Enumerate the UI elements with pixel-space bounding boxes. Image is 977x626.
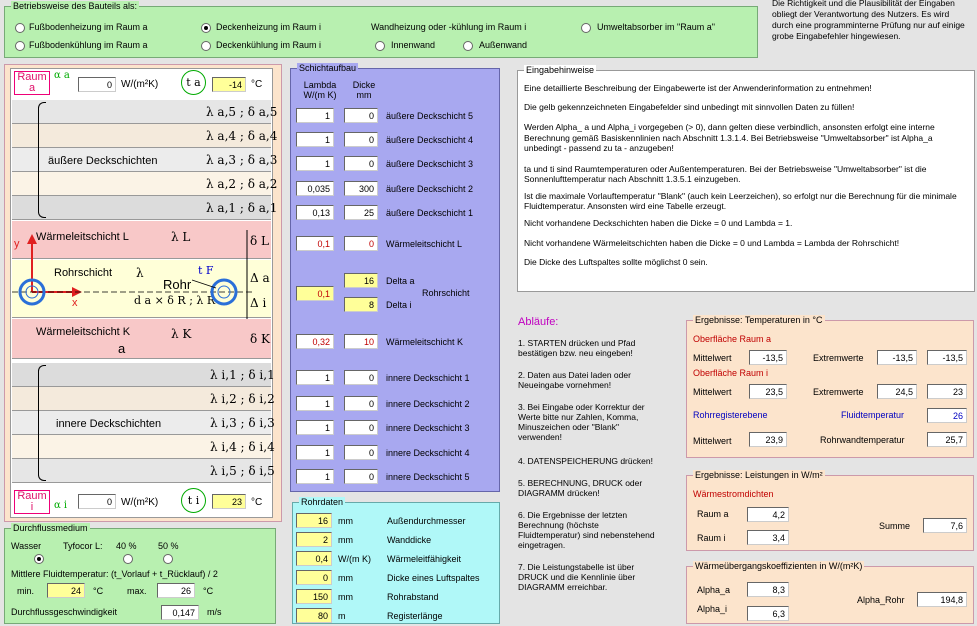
schicht-name-label: äußere Deckschicht 4 — [386, 135, 474, 145]
eingabehinweise-title: Eingabehinweise — [526, 65, 595, 75]
hinweis-8: Die Dicke des Luftspaltes sollte möglichst 0 sein. — [524, 256, 708, 267]
hinweise-text — [524, 83, 970, 267]
raum-i-box: Raum i — [14, 490, 50, 514]
rr-mittelwert-label: Mittelwert — [693, 436, 732, 446]
rohr-name-label: Registerlänge — [387, 611, 443, 621]
schicht-dicke-input[interactable]: 0 — [344, 156, 378, 171]
hinweis-4: ta und ti sind Raumtemperaturen oder Außentemperaturen. Bei der Betriebsweise "Umweltabsorber" ist die Sonnenlufttemperatur nach Abschnitt 1.3.5.1 einzugeben. — [524, 163, 927, 184]
rohr-unit-label: W/(m K) — [338, 554, 371, 564]
rohr-label: Rohr — [163, 277, 192, 292]
hinweis-1: Eine detaillierte Beschreibung der Eingabewerte ist der Anwenderinformation zu entnehmen! — [524, 83, 872, 93]
waermeleitschicht-K — [12, 319, 271, 359]
ablauf-step-4: 4. DATENSPEICHERUNG drücken! — [518, 456, 653, 466]
tyfocor-label: Tyfocor L: — [63, 541, 103, 551]
t-i-unit: °C — [251, 497, 263, 508]
hinweis-3: Werden Alpha_ a und Alpha_i vorgegeben (> 0), dann gelten diese verbindlich, ansonsten erfolgt eine interne Berechnung gemäß Basiskennlinien nach Abschnitt 1.3.1.4. Bei Betriebsweise "Umweltabsorber" ist Alpha_a unbedingt - passend zu ta - anzugeben! — [524, 122, 935, 153]
label-fussbodenheizung: Fußbodenheizung im Raum a — [29, 22, 148, 32]
radio-tyfocor-40[interactable] — [123, 554, 133, 564]
ablauf-step-7: 7. Die Leistungstabelle ist über DRUCK und die Kennlinie über DIAGRAMM erreichbar. — [518, 562, 636, 592]
alpha-a-result-label: Alpha_a — [697, 585, 731, 595]
lambda-K: λ K — [171, 327, 192, 341]
ablauf-step-2: 2. Daten aus Datei laden oder Neueingabe vornehmen! — [518, 370, 631, 390]
radio-fussbodenkuehlung[interactable] — [15, 41, 25, 51]
eingabehinweise-panel — [517, 65, 975, 292]
i-mittelwert-value: 23,5 — [749, 384, 787, 399]
min-label: min. — [17, 586, 35, 596]
schicht-lambda-input[interactable]: 1 — [296, 132, 334, 147]
alpha-i-result-value: 6,3 — [747, 606, 789, 621]
lambda-rohrschicht: λ — [136, 266, 144, 280]
radio-wasser[interactable] — [34, 554, 44, 564]
label-umweltabsorber: Umweltabsorber im "Raum a" — [597, 22, 715, 32]
inner-label-1: λ i,1 ; δ i,1 — [210, 368, 275, 382]
radio-umweltabsorber[interactable] — [581, 23, 591, 33]
oberflaeche-a-label: Oberfläche Raum a — [693, 334, 772, 344]
temperaturen-panel — [686, 315, 974, 458]
alpha-a-result-value: 8,3 — [747, 582, 789, 597]
max-unit: °C — [203, 586, 214, 596]
leistung-raum-i-label: Raum i — [697, 533, 726, 543]
schicht-dicke-input[interactable]: 0 — [344, 396, 378, 411]
a-extrem-2-value: -13,5 — [927, 350, 967, 365]
outer-layers-label: äußere Deckschichten — [48, 155, 158, 167]
rohr-name-label: Außendurchmesser — [387, 516, 466, 526]
wl-L-label: Wärmeleitschicht L — [36, 231, 129, 243]
label-innenwand: Innenwand — [391, 40, 436, 50]
wl-K-label: Wärmeleitschicht K — [36, 326, 131, 338]
a-mittelwert-value: -13,5 — [749, 350, 787, 365]
rohr-name-label: Dicke eines Luftspaltes — [387, 573, 480, 583]
inner-label-3: λ i,3 ; δ i,3 — [210, 416, 275, 430]
hinweis-2: Die gelb gekennzeichneten Eingabefelder sind unbedingt mit sinnvollen Daten zu füllen! — [524, 101, 855, 112]
oberflaeche-i-label: Oberfläche Raum i — [693, 368, 769, 378]
ablauf-step-6: 6. Die Ergebnisse der letzten Berechnung (höchste Fluidtemperatur) sind nebenstehend eingetragen. — [518, 510, 655, 550]
outer-label-4: λ a,4 ; δ a,4 — [206, 129, 278, 143]
schicht-name-label: innere Deckschicht 2 — [386, 399, 470, 409]
rohrschicht-label-right: Rohrschicht — [422, 288, 470, 298]
i-mittelwert-label: Mittelwert — [693, 387, 732, 397]
schicht-name-label: innere Deckschicht 4 — [386, 448, 470, 458]
top-note: Die Richtigkeit und die Plausibilität der Eingaben obliegt der Verantwortung des Nutzers. Es wird durch eine programminterne Prüfung nur auf einige grobe Eingabefehler hingewiesen. — [772, 0, 965, 41]
alpha-i-input[interactable]: 0 — [78, 494, 116, 509]
delta-i-input[interactable]: 8 — [344, 297, 378, 312]
t-a-circle: t a — [181, 70, 206, 95]
rohr-formula: d a × δ R ; λ R — [134, 294, 216, 307]
inner-label-5: λ i,5 ; δ i,5 — [210, 464, 275, 478]
leistungen-panel — [686, 470, 974, 551]
lambda-L: λ L — [171, 230, 191, 244]
rohrschicht-lambda-input[interactable]: 0,1 — [296, 286, 334, 301]
rohr-unit-label: mm — [338, 535, 353, 545]
t-i-input[interactable]: 23 — [212, 494, 246, 509]
durchfluss-title: Durchflussmedium — [13, 523, 88, 533]
t-F-label: t F — [198, 264, 214, 277]
schicht-dicke-input[interactable]: 0 — [344, 445, 378, 460]
rohrregisterebene-label: Rohrregisterebene — [693, 410, 768, 420]
fluidtemperatur-value: 26 — [927, 408, 967, 423]
axis-y-label: y — [14, 238, 20, 250]
delta-i-symbol: Δ i — [250, 296, 267, 310]
ablaeufe-title: Abläufe: — [518, 316, 559, 328]
schicht-lambda-input[interactable]: 1 — [296, 156, 334, 171]
alpha-rohr-label: Alpha_Rohr — [857, 595, 905, 605]
schicht-lambda-input[interactable]: 0,1 — [296, 236, 334, 251]
rohr-unit-label: m — [338, 611, 346, 621]
geschw-label: Durchflussgeschwindigkeit — [11, 607, 118, 617]
schicht-lambda-input[interactable]: 0,32 — [296, 334, 334, 349]
schicht-lambda-input[interactable]: 1 — [296, 445, 334, 460]
rohr-name-label: Wärmeleitfähigkeit — [387, 554, 462, 564]
outer-label-5: λ a,5 ; δ a,5 — [206, 105, 278, 119]
i-extremwerte-label: Extremwerte — [813, 387, 864, 397]
fluid-temp-label: Mittlere Fluidtemperatur: (t_Vorlauf + t_Rücklauf) / 2 — [11, 569, 218, 579]
rohr-unit-label: mm — [338, 573, 353, 583]
alpha-a-unit: W/(m²K) — [121, 79, 159, 90]
schicht-dicke-input[interactable]: 0 — [344, 420, 378, 435]
rohr-name-label: Rohrabstand — [387, 592, 439, 602]
delta-a-symbol: Δ a — [250, 271, 270, 285]
rohr-value-input[interactable]: 0,4 — [296, 551, 332, 566]
durchfluss-panel — [4, 523, 276, 624]
schicht-name-label: äußere Deckschicht 2 — [386, 184, 474, 194]
schicht-lambda-input[interactable]: 1 — [296, 108, 334, 123]
raum-a-box: Raum a — [14, 71, 50, 95]
schicht-name-label: innere Deckschicht 1 — [386, 373, 470, 383]
schicht-dicke-input[interactable]: 0 — [344, 370, 378, 385]
label-deckenheizung: Deckenheizung im Raum i — [216, 22, 322, 32]
schicht-lambda-input[interactable]: 1 — [296, 396, 334, 411]
rohrdaten-title: Rohrdaten — [301, 497, 344, 507]
label-deckenkuehlung: Deckenkühlung im Raum i — [216, 40, 322, 50]
hinweis-6: Nicht vorhandene Deckschichten haben die Dicke = 0 und Lambda = 1. — [524, 217, 793, 228]
schicht-dicke-input[interactable]: 300 — [344, 181, 378, 196]
p40-label: 40 % — [116, 541, 137, 551]
radio-fussbodenheizung[interactable] — [15, 23, 25, 33]
waermeuebergang-title: Wärmeübergangskoeffizienten in W/(m²K) — [695, 561, 863, 571]
schicht-name-label: innere Deckschicht 5 — [386, 472, 470, 482]
alpha-a-input[interactable]: 0 — [78, 77, 116, 92]
rohr-value-input[interactable]: 80 — [296, 608, 332, 623]
delta-a-input[interactable]: 16 — [344, 273, 378, 288]
rr-mittelwert-value: 23,9 — [749, 432, 787, 447]
temperaturen-title: Ergebnisse: Temperaturen in °C — [695, 315, 823, 325]
schicht-dicke-input[interactable]: 0 — [344, 132, 378, 147]
geschw-unit: m/s — [207, 607, 222, 617]
a-mittelwert-label: Mittelwert — [693, 353, 732, 363]
radio-deckenheizung[interactable] — [201, 23, 211, 33]
rohrwand-label: Rohrwandtemperatur — [820, 435, 905, 445]
p50-label: 50 % — [158, 541, 179, 551]
rohrwand-value: 25,7 — [927, 432, 967, 447]
schicht-lambda-input[interactable]: 0,13 — [296, 205, 334, 220]
t-a-input[interactable]: -14 — [212, 77, 246, 92]
rohr-unit-label: mm — [338, 516, 353, 526]
alpha-i-result-label: Alpha_i — [697, 604, 728, 614]
outer-label-3: λ a,3 ; δ a,3 — [206, 153, 278, 167]
wasser-label: Wasser — [11, 541, 42, 551]
rohr-value-input[interactable]: 16 — [296, 513, 332, 528]
schicht-lambda-input[interactable]: 1 — [296, 420, 334, 435]
a-extremwerte-label: Extremwerte — [813, 353, 864, 363]
schichtaufbau-title: Schichtaufbau — [299, 63, 357, 73]
summe-label: Summe — [879, 521, 911, 531]
radio-tyfocor-50[interactable] — [163, 554, 173, 564]
outer-label-2: λ a,2 ; δ a,2 — [206, 177, 278, 191]
waermestromdichten-label: Wärmestromdichten — [693, 489, 774, 499]
rohr-value-input[interactable]: 150 — [296, 589, 332, 604]
rohr-name-label: Wanddicke — [387, 535, 432, 545]
delta-L: δ L — [250, 234, 270, 248]
a-extrem-1-value: -13,5 — [877, 350, 917, 365]
schicht-name-label: äußere Deckschicht 1 — [386, 208, 474, 218]
label-fussbodenkuehlung: Fußbodenkühlung im Raum a — [29, 40, 148, 50]
fluidtemperatur-label: Fluidtemperatur — [841, 410, 905, 420]
ablauf-step-5: 5. BERECHNUNG, DRUCK oder DIAGRAMM drücken! — [518, 478, 643, 498]
leistung-raum-i-value: 3,4 — [747, 530, 789, 545]
schicht-name-label: Wärmeleitschicht K — [386, 337, 464, 347]
radio-aussenwand[interactable] — [463, 41, 473, 51]
ablauf-step-3: 3. Bei Eingabe oder Korrektur der Werte bitte nur Zahlen, Komma, Minuszeichen oder "Blank" verwenden! — [518, 402, 645, 442]
schicht-name-label: Wärmeleitschicht L — [386, 239, 463, 249]
alpha-i-label: α i — [54, 500, 68, 511]
max-label: max. — [127, 586, 147, 596]
min-unit: °C — [93, 586, 104, 596]
schicht-name-label: innere Deckschicht 3 — [386, 423, 470, 433]
col-lambda-header: Lambda W/(m K) — [303, 80, 337, 100]
delta-i-label: Delta i — [386, 300, 412, 310]
schicht-name-label: äußere Deckschicht 3 — [386, 159, 474, 169]
geschw-input[interactable]: 0,147 — [161, 605, 199, 620]
outer-label-1: λ a,1 ; δ a,1 — [206, 201, 278, 215]
label-aussenwand: Außenwand — [479, 40, 528, 50]
label-wandheizung: Wandheizung oder -kühlung im Raum i — [371, 22, 527, 32]
schicht-dicke-input[interactable]: 0 — [344, 236, 378, 251]
spacing-a-label: a — [118, 341, 126, 356]
inner-layers-label: innere Deckschichten — [56, 418, 162, 430]
axis-x-label: x — [72, 297, 78, 309]
delta-K: δ K — [250, 332, 271, 346]
schicht-dicke-input[interactable]: 0 — [344, 469, 378, 484]
i-extrem-1-value: 24,5 — [877, 384, 917, 399]
ablaeufe-steps — [518, 338, 658, 592]
betriebsweise-panel — [4, 1, 758, 58]
inner-label-4: λ i,4 ; δ i,4 — [210, 440, 275, 454]
inner-label-2: λ i,2 ; δ i,2 — [210, 392, 275, 406]
rohr-value-input[interactable]: 0 — [296, 570, 332, 585]
col-dicke-header: Dicke mm — [352, 80, 376, 100]
t-i-circle: t i — [181, 488, 206, 513]
schicht-lambda-input[interactable]: 1 — [296, 370, 334, 385]
ablauf-step-1: 1. STARTEN drücken und Pfad bestätigen bzw. neu eingeben! — [518, 338, 636, 358]
radio-deckenkuehlung[interactable] — [201, 41, 211, 51]
schicht-name-label: äußere Deckschicht 5 — [386, 111, 474, 121]
inner-brace — [38, 365, 46, 481]
rohrschicht-label: Rohrschicht — [54, 267, 113, 279]
schicht-dicke-input[interactable]: 0 — [344, 108, 378, 123]
fluid-min-input[interactable]: 24 — [47, 583, 85, 598]
delta-a-label: Delta a — [386, 276, 415, 286]
schicht-dicke-input[interactable]: 25 — [344, 205, 378, 220]
outer-brace — [38, 102, 46, 218]
rohr-value-input[interactable]: 2 — [296, 532, 332, 547]
i-extrem-2-value: 23 — [927, 384, 967, 399]
betriebsweise-title: Betriebsweise des Bauteils als: — [13, 1, 138, 11]
leistungen-title: Ergebnisse: Leistungen in W/m² — [695, 470, 823, 480]
schicht-lambda-input[interactable]: 1 — [296, 469, 334, 484]
leistung-raum-a-value: 4,2 — [747, 507, 789, 522]
hinweis-5: Ist die maximale Vorlauftemperatur "Blank" (auch kein Leerzeichen), so erfolgt nur die Berechnung für die minimale Fluidtemperatur. Ansonsten wird eine Tabelle erzeugt. — [524, 190, 957, 211]
radio-innenwand[interactable] — [375, 41, 385, 51]
alpha-rohr-value: 194,8 — [917, 592, 967, 607]
rohr-unit-label: mm — [338, 592, 353, 602]
summe-value: 7,6 — [923, 518, 967, 533]
schicht-lambda-input[interactable]: 0,035 — [296, 181, 334, 196]
schicht-dicke-input[interactable]: 10 — [344, 334, 378, 349]
hinweis-7: Nicht vorhandene Wärmeleitschichten haben die Dicke = 0 und Lambda = Lambda der Rohrschicht! — [524, 238, 900, 248]
alpha-a-label: α a — [54, 70, 70, 81]
waermeuebergang-panel — [686, 561, 974, 624]
alpha-i-unit: W/(m²K) — [121, 497, 159, 508]
t-a-unit: °C — [251, 79, 263, 90]
leistung-raum-a-label: Raum a — [697, 509, 729, 519]
fluid-max-input[interactable]: 26 — [157, 583, 195, 598]
